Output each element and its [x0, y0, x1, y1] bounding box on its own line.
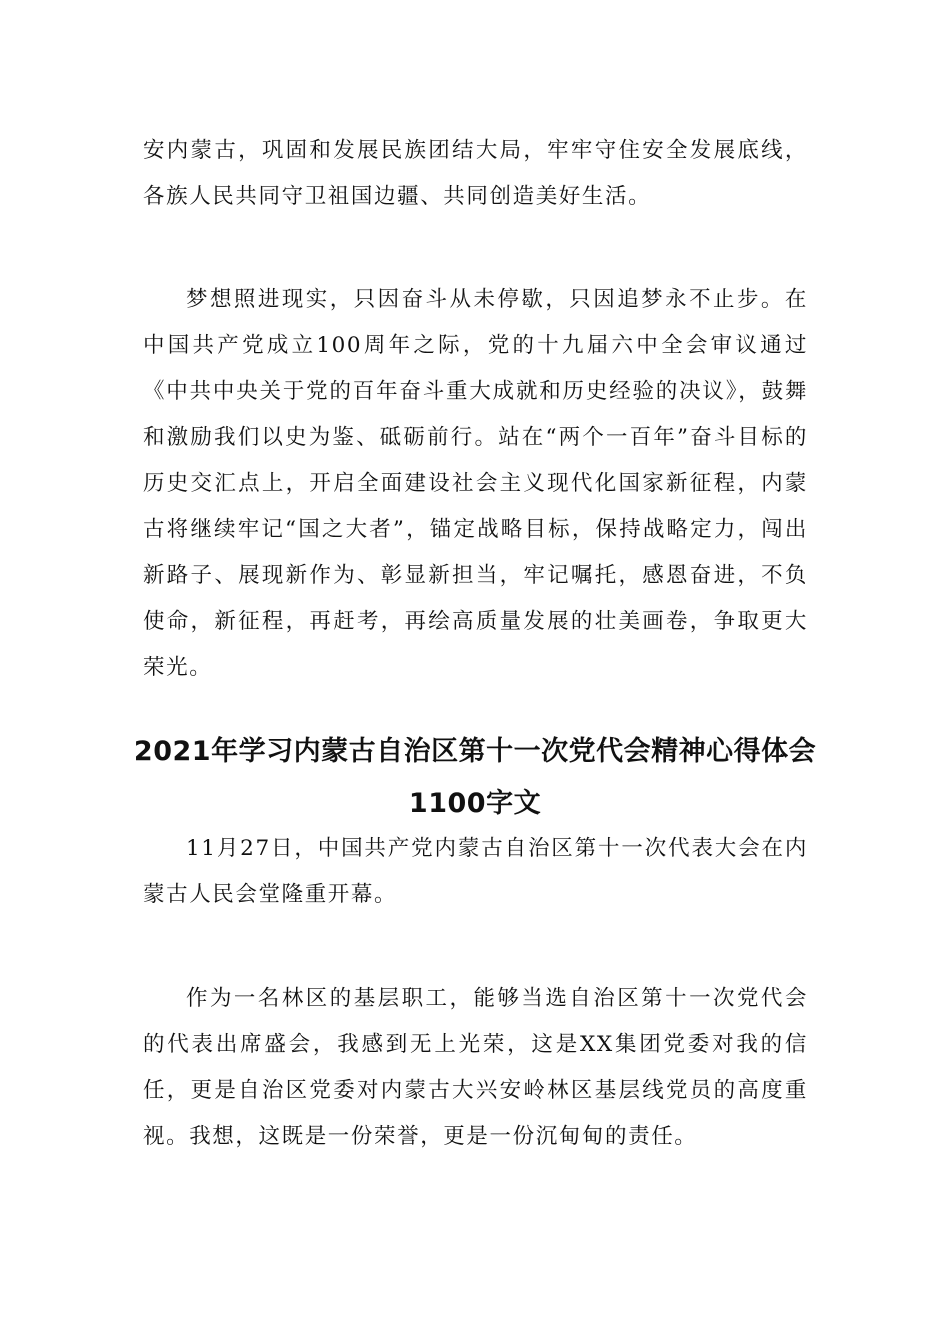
body-paragraph: 安内蒙古，巩固和发展民族团结大局，牢牢守住安全发展底线，各族人民共同守卫祖国边疆、共同创造美好生活。 — [143, 138, 808, 209]
article-heading: 2021年学习内蒙古自治区第十一次党代会精神心得体会1100字文 — [133, 736, 817, 819]
body-paragraph: 梦想照进现实，只因奋斗从未停歇，只因追梦永不止步。在中国共产党成立100周年之际，党的十九届六中全会审议通过《中共中央关于党的百年奋斗重大成就和历史经验的决议》，鼓舞和激励我们以史为鉴、砥砺前行。站在“两个一百年”奋斗目标的历史交汇点上，开启全面建设社会主义现代化国家新征程，内蒙古将继续牢记“国之大者”，锚定战略目标，保持战略定力，闯出新路子、展现新作为、彰显新担当，牢记嘱托，感恩奋进，不负使命，新征程，再赶考，再绘高质量发展的壮美画卷，争取更大荣光。 — [143, 287, 808, 680]
body-paragraph: 作为一名林区的基层职工，能够当选自治区第十一次党代会的代表出席盛会，我感到无上光荣，这是XX集团党委对我的信任，更是自治区党委对内蒙古大兴安岭林区基层线党员的高度重视。我想，这既是一份荣誉，更是一份沉甸甸的责任。 — [143, 986, 808, 1149]
body-paragraph: 11月27日，中国共产党内蒙古自治区第十一次代表大会在内蒙古人民会堂隆重开幕。 — [143, 836, 808, 907]
